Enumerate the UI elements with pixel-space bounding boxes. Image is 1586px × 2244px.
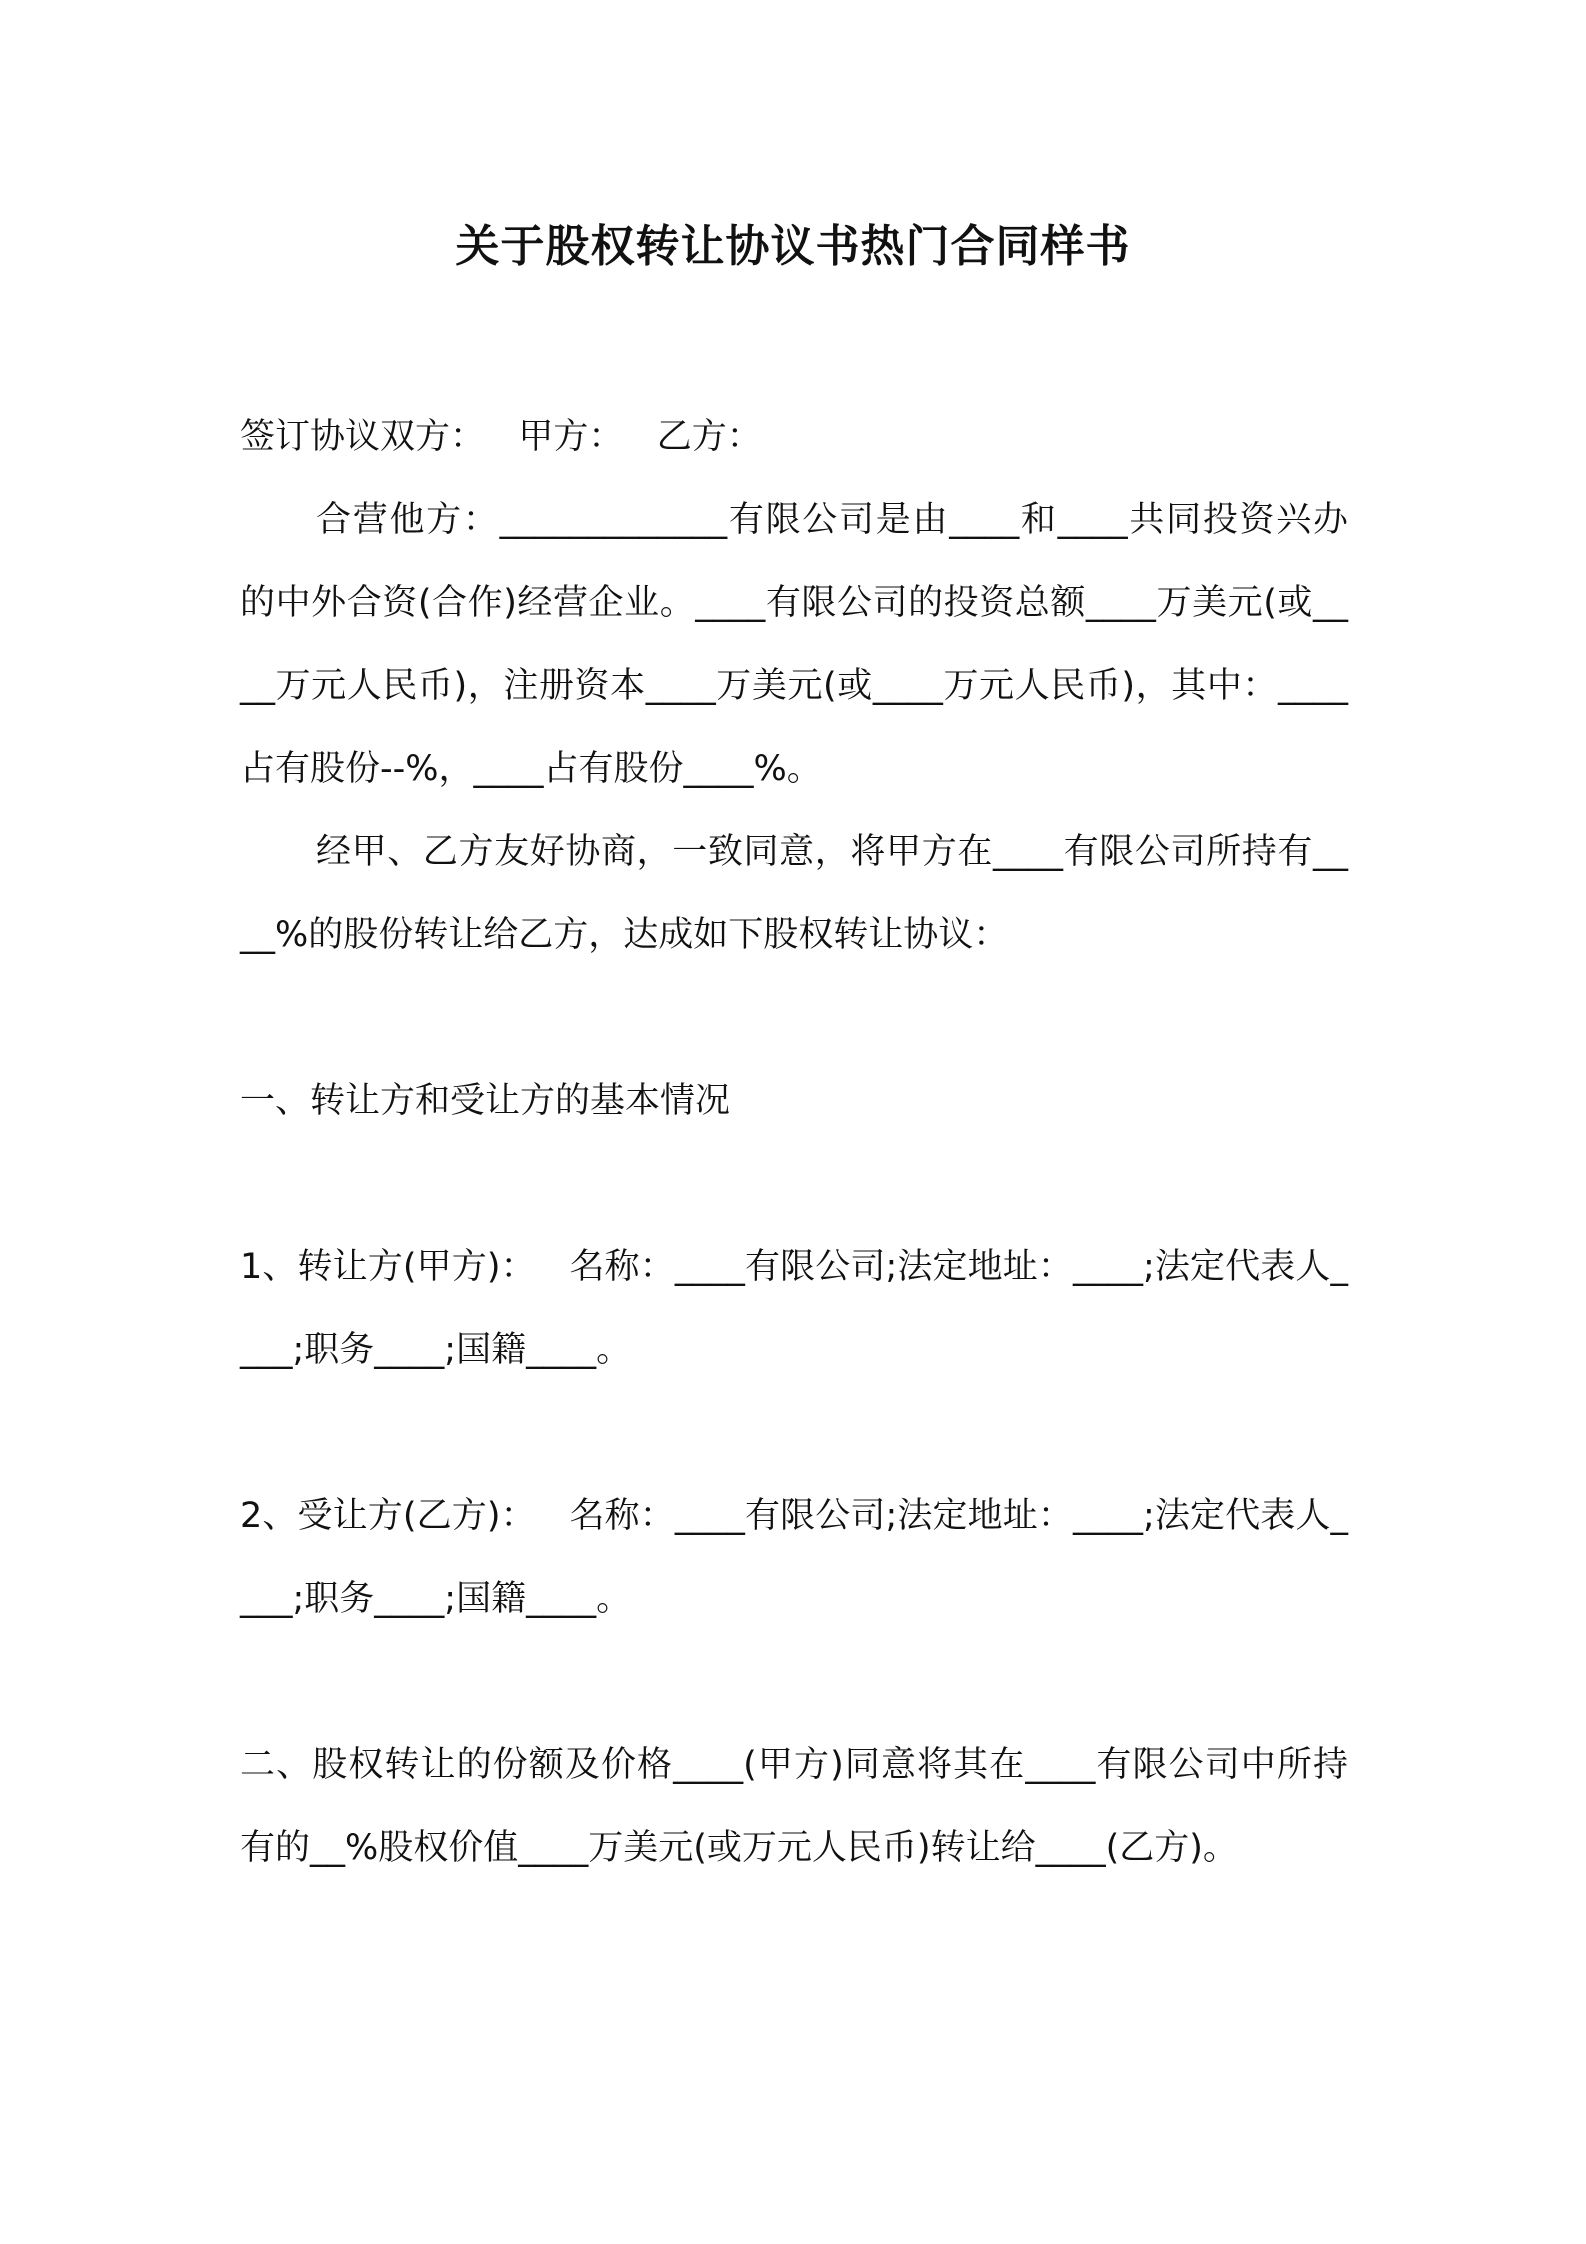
section-two-paragraph: 二、股权转让的份额及价格____(甲方)同意将其在____有限公司中所持有的__%股权价值____万美元(或万元人民币)转让给____(乙方)。 bbox=[240, 1745, 1348, 1868]
joint-venture-paragraph: 合营他方：_____________有限公司是由____和____共同投资兴办的中外合资(合作)经营企业。____有限公司的投资总额____万美元(或____万元人民币)，注册资本____万美元(或____万元人民币)，其中：____占有股份--%，____占有股份____%。 bbox=[240, 500, 1348, 789]
clause-transferor: 1、转让方(甲方)： 名称：____有限公司;法定地址：____;法定代表人____;职务____;国籍____。 bbox=[240, 1247, 1348, 1370]
parties-line: 签订协议双方： 甲方： 乙方： bbox=[240, 417, 762, 457]
section-one-heading: 一、转让方和受让方的基本情况 bbox=[240, 1081, 731, 1121]
agreement-paragraph: 经甲、乙方友好协商，一致同意，将甲方在____有限公司所持有____%的股份转让给乙方，达成如下股权转让协议： bbox=[240, 832, 1348, 955]
document-title: 关于股权转让协议书热门合同样书 bbox=[455, 221, 1131, 272]
clause-transferee: 2、受让方(乙方)： 名称：____有限公司;法定地址：____;法定代表人____;职务____;国籍____。 bbox=[240, 1496, 1348, 1619]
